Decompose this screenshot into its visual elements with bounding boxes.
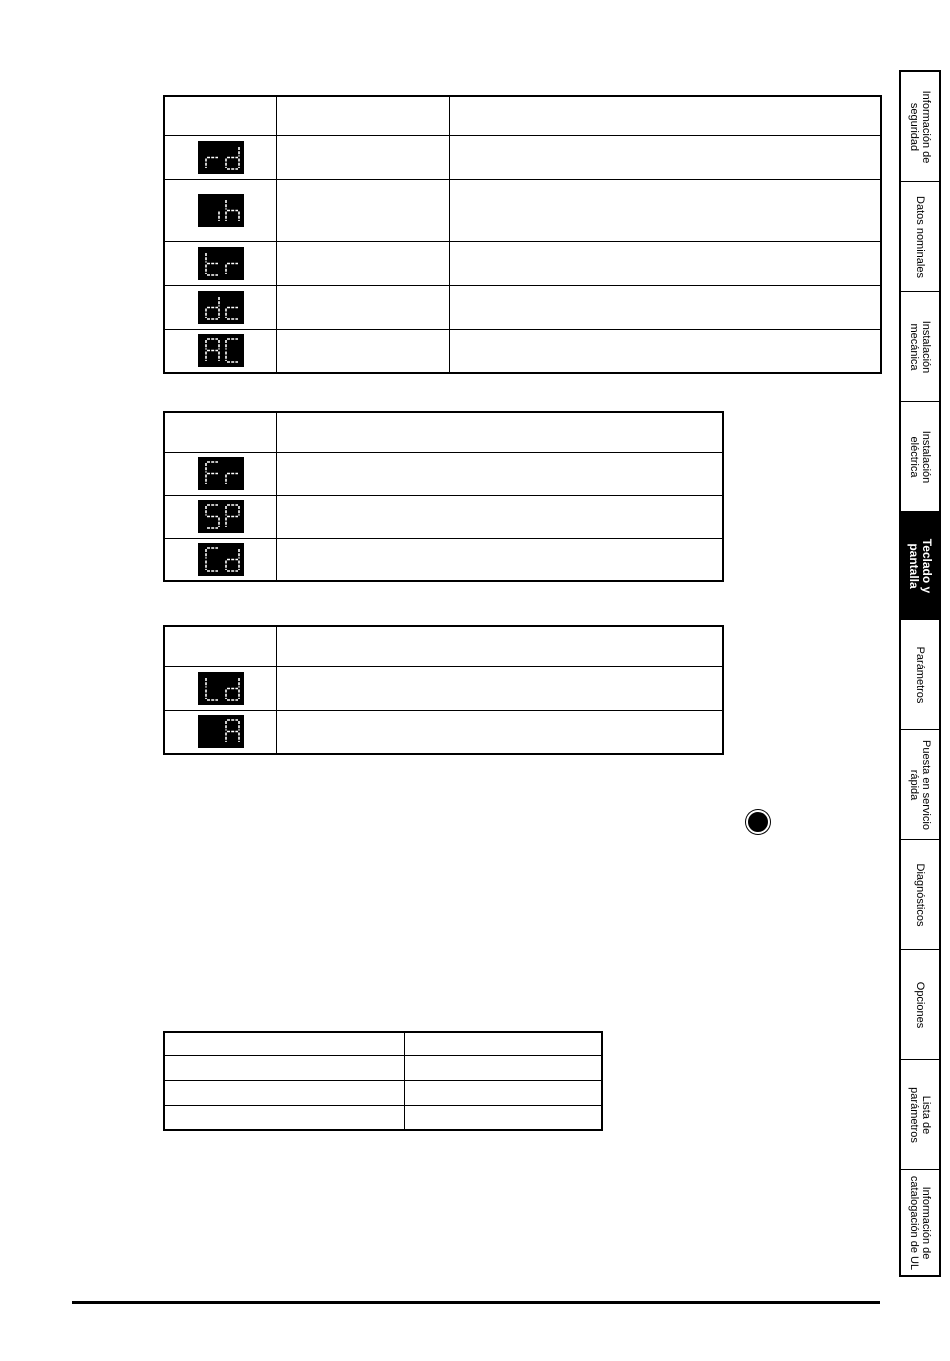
tab-label: Teclado y pantalla [907, 538, 934, 593]
tab-teclado-pantalla[interactable] [901, 512, 939, 620]
tab-opciones[interactable] [901, 950, 939, 1060]
table-row [164, 285, 881, 329]
tab-catalogacion-ul[interactable] [901, 1170, 939, 1275]
tab-instalacion-electrica[interactable] [901, 402, 939, 512]
tab-label: Parámetros [914, 646, 926, 703]
tab-puesta-en-servicio[interactable] [901, 730, 939, 840]
table-row [164, 329, 881, 373]
lcd-sp-icon [198, 500, 244, 533]
tab-informacion-seguridad[interactable] [901, 72, 939, 182]
table-row [164, 538, 723, 581]
table-row [164, 1080, 602, 1105]
tab-label: Información de catalogación de UL [908, 1175, 932, 1270]
tab-diagnosticos[interactable] [901, 840, 939, 950]
table-row [164, 179, 881, 241]
tab-label: Información de seguridad [908, 90, 932, 163]
lcd-tr-icon [198, 247, 244, 280]
table-row [164, 452, 723, 495]
bullet-marker-icon [746, 810, 770, 834]
tab-label: Instalación eléctrica [908, 430, 932, 483]
tab-label: Lista de parámetros [908, 1086, 932, 1143]
table-row [164, 1032, 602, 1055]
tab-label: Instalación mecánica [908, 320, 932, 373]
footer-rule [72, 1301, 880, 1304]
tab-label: Diagnósticos [914, 863, 926, 926]
tab-parametros[interactable] [901, 620, 939, 730]
lcd-ld-icon [198, 672, 244, 705]
table-row [164, 710, 723, 754]
status-table [163, 95, 882, 374]
lcd-fr-icon [198, 457, 244, 490]
summary-table [163, 1031, 603, 1131]
tab-label: Puesta en servicio rápida [908, 739, 932, 830]
parameter-table [163, 411, 724, 582]
tab-label: Opciones [914, 981, 926, 1028]
table-row [164, 495, 723, 538]
tab-label: Datos nominales [914, 195, 926, 278]
lcd-cd-icon [198, 543, 244, 576]
table-row [164, 666, 723, 710]
chapter-tabs [899, 70, 941, 1277]
lcd-a-icon [198, 715, 244, 748]
table-row [164, 241, 881, 285]
lcd-dc-icon [198, 291, 244, 324]
lcd-ih-icon [198, 194, 244, 227]
table-row [164, 135, 881, 179]
table-row [164, 1105, 602, 1130]
tab-instalacion-mecanica[interactable] [901, 292, 939, 402]
lcd-rd-icon [198, 141, 244, 174]
tab-lista-parametros[interactable] [901, 1060, 939, 1170]
lcd-ac-icon [198, 334, 244, 367]
table-row [164, 1055, 602, 1080]
tab-datos-nominales[interactable] [901, 182, 939, 292]
load-table [163, 625, 724, 755]
